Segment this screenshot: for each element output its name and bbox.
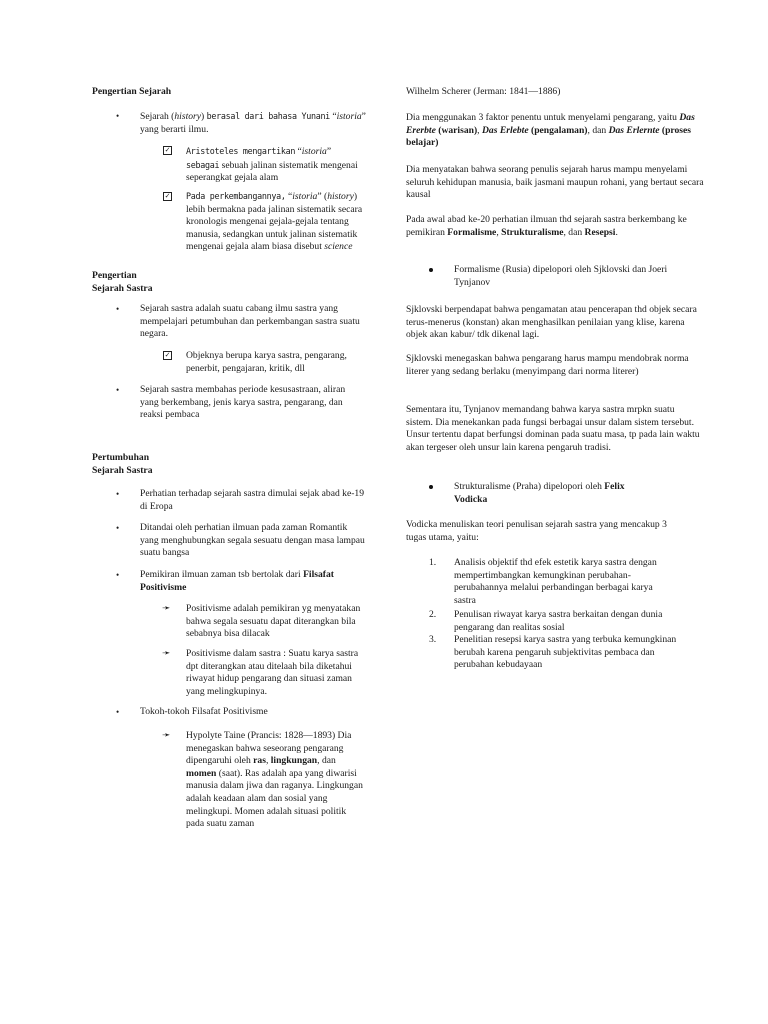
checkbox-icon: ✓ [164, 146, 171, 154]
paragraph: Dia menggunakan 3 faktor penentu untuk menyelami pengarang, yaitu Das Ererbte (warisan), Das Erlebte (pengalaman), dan Das Erlernte (proses belajar) [406, 112, 695, 149]
paragraph: Pada awal abad ke-20 perhatian ilmuan thd sejarah sastra berkembang ke pemikiran Formalisme, Strukturalisme, dan Resepsi. [406, 214, 687, 238]
list-item: Positivisme dalam sastra : Suatu karya sastra dpt diterangkan atau ditelaah bila diketahui riwayat hidup pengarang dan situasi zaman yang melingkupinya. [186, 648, 359, 697]
list-item: Pada perkembangannya, “istoria” (history) lebih bermakna pada jalinan sistematik secara kronologis mengenai gejala-gejala tentang manusia, sedangkan untuk jalinan sistematik mengenai gejala alam biasa disebut science [186, 191, 363, 253]
list-item: Positivisme adalah pemikiran yg menyatakan bahwa segala sesuatu dapat diterangkan bila sebabnya bisa dilacak [186, 603, 361, 640]
list-item: Hypolyte Taine (Prancis: 1828—1893) Dia menegaskan bahwa seseorang pengarang dipengaruhi oleh ras, lingkungan, dan momen (saat). Ras adalah apa yang diwarisi manusia dalam jiwa dan raganya. Lingkungan adalah keadaan alam dan sosial yang melingkupi. Momen adalah situasi politik pada suatu zaman [186, 730, 363, 830]
list-item: Objeknya berupa karya sastra, pengarang, penerbit, pengajaran, kritik, dll [186, 350, 347, 374]
list-item: Tokoh-tokoh Filsafat Positivisme [140, 706, 268, 717]
arrow-icon: ➛ [162, 730, 171, 741]
bullet: • [116, 707, 120, 717]
list-item: Sejarah sastra membahas periode kesusastraan, aliran yang berkembang, jenis karya sastra, pengarang, dan reaksi pembaca [140, 384, 346, 421]
list-item: Perhatian terhadap sejarah sastra dimulai sejak abad ke-19 di Eropa [140, 488, 365, 512]
list-item: Penelitian resepsi karya sastra yang terbuka kemungkinan berubah karena pengaruh subjektivitas pembaca dan perubahan kebudayaan [454, 634, 677, 671]
list-number: 1. [429, 557, 437, 568]
list-item: Formalisme (Rusia) dipelopori oleh Sjklovski dan Joeri Tynjanov [454, 264, 668, 288]
bullet-dot [429, 485, 433, 489]
arrow-icon: ➛ [162, 603, 171, 614]
checkbox-icon: ✓ [164, 351, 171, 359]
bullet: • [116, 489, 120, 499]
heading-pengertian-sejarah-sastra: Pengertian Sejarah Sastra [92, 270, 153, 294]
bullet: • [116, 385, 120, 395]
bullet: • [116, 570, 120, 580]
list-item: Pemikiran ilmuan zaman tsb bertolak dari Filsafat Positivisme [140, 569, 334, 593]
paragraph: Dia menyatakan bahwa seorang penulis sejarah harus mampu menyelami seluruh kehidupan manusia, baik jasmani maupun rohani, yang bertaut secara kausal [406, 164, 704, 201]
paragraph: Vodicka menuliskan teori penulisan sejarah sastra yang mencakup 3 tugas utama, yaitu: [406, 519, 667, 543]
list-item: Aristoteles mengartikan “istoria” sebagai sebuah jalinan sistematik mengenai seperangkat gejala alam [186, 146, 358, 184]
arrow-icon: ➛ [162, 648, 171, 659]
list-number: 3. [429, 634, 437, 645]
heading-pertumbuhan-sejarah-sastra: Pertumbuhan Sejarah Sastra [92, 452, 153, 476]
bullet: • [116, 304, 120, 314]
list-number: 2. [429, 609, 437, 620]
checkbox-icon: ✓ [164, 192, 171, 200]
list-item: Strukturalisme (Praha) dipelopori oleh Felix Vodicka [454, 481, 625, 505]
list-item: Sejarah (history) berasal dari bahasa Yunani “istoria” yang berarti ilmu. [140, 111, 366, 135]
list-item: Analisis objektif thd efek estetik karya sastra dengan mempertimbangkan kemungkinan perubahan-perubahannya melalui perbandingan berbagai karya sastra [454, 557, 657, 606]
paragraph: Wilhelm Scherer (Jerman: 1841—1886) [406, 86, 561, 97]
bullet: • [116, 523, 120, 533]
bullet: • [116, 111, 120, 121]
list-item: Penulisan riwayat karya sastra berkaitan dengan dunia pengarang dan realitas sosial [454, 609, 663, 633]
paragraph: Sementara itu, Tynjanov memandang bahwa karya sastra mrpkn suatu sistem. Dia menekankan pada fungsi berbagai unsur dalam sistem tersebut. Unsur tertentu dapat berfungsi dominan pada suatu masa, tp pada lain waktu akan tergeser oleh unsur lain karena pengaruh tradisi. [406, 404, 700, 453]
bullet-dot [429, 268, 433, 272]
list-item: Sejarah sastra adalah suatu cabang ilmu sastra yang mempelajari petumbuhan dan perkembangan sastra suatu negara. [140, 303, 360, 340]
paragraph: Sjklovski berpendapat bahwa pengamatan atau pencerapan thd objek secara terus-menerus (konstan) akan menghasilkan penilaian yang klise, karena objek akan kabur/ tdk dikenal lagi. [406, 304, 697, 341]
heading-pengertian-sejarah: Pengertian Sejarah [92, 86, 172, 97]
list-item: Ditandai oleh perhatian ilmuan pada zaman Romantik yang menghubungkan segala sesuatu dengan masa lampau suatu bangsa [140, 522, 365, 559]
paragraph: Sjklovski menegaskan bahwa pengarang harus mampu mendobrak norma literer yang sedang berlaku (menyimpang dari norma literer) [406, 353, 689, 377]
